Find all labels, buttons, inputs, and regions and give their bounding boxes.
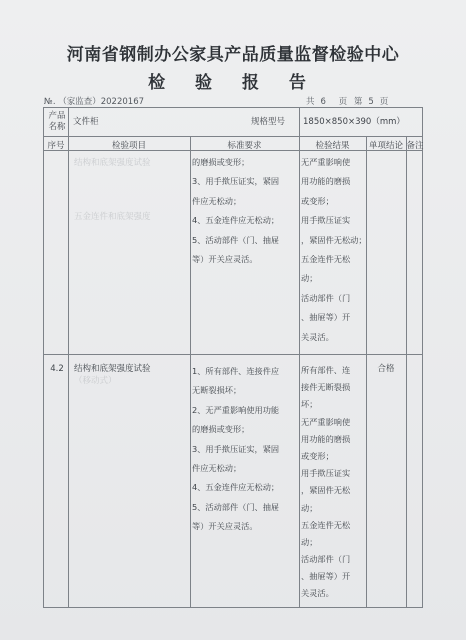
req-line: 等）开关应灵活。 [192, 253, 258, 264]
row-4-2-item: 结构和底架强度试验 [74, 364, 151, 374]
result-line: 关灵活。 [301, 588, 334, 599]
result-line: 无严重影响使 [301, 416, 351, 427]
result-line: 或变形； [301, 195, 334, 206]
col-result: 检验结果 [315, 141, 350, 151]
req-line: 的磨损或变形； [192, 424, 250, 435]
product-name-label: 产品名称 [48, 111, 66, 132]
req-line: 2、无严重影响使用功能 [192, 404, 280, 415]
req-line: 件应无松动； [192, 462, 242, 473]
result-line: 动； [301, 502, 318, 513]
req-line: 4、五金连件应无松动； [192, 215, 280, 226]
result-line: 、抽屉等）开 [301, 312, 351, 323]
result-line: 用功能的磨损 [301, 176, 351, 187]
col-seq: 序号 [47, 141, 65, 151]
result-line: ，紧固件无松动； [301, 234, 367, 245]
col-requirement: 标准要求 [227, 141, 262, 151]
row-4-2-result [301, 362, 350, 603]
model-value: 1850×850×390（mm） [303, 117, 405, 127]
result-line: 用功能的磨损 [301, 433, 351, 444]
prev-requirement [192, 153, 279, 269]
col-note: 备注 [406, 141, 424, 151]
result-line: 五金连件无松 [301, 519, 351, 530]
page-total-label: 共 [306, 97, 315, 107]
req-line: 的磨损或变形； [192, 157, 250, 167]
result-line: 坏； [301, 399, 318, 410]
result-line: 无严重影响使 [301, 157, 351, 167]
result-line: 动； [301, 536, 318, 547]
result-line: 活动部件（门 [301, 554, 351, 565]
report-number: №. （家监查）20220167 [44, 97, 145, 107]
col-conclusion: 单项结论 [368, 141, 403, 151]
result-line: 动； [301, 273, 318, 284]
result-line: 活动部件（门 [301, 292, 351, 303]
result-line: 关灵活。 [301, 331, 334, 342]
faint-item-2: 五金连件和底架强度 [74, 212, 151, 222]
report-title: 检 验 报 告 [148, 73, 318, 93]
result-line: 或变形； [301, 450, 334, 461]
result-line: 所有部件、连 [301, 365, 351, 375]
page-suffix: 页 [379, 97, 389, 107]
req-line: 5、活动部件（门、抽屉 [192, 234, 280, 245]
faint-item-1: 结构和底架强度试验 [74, 158, 151, 168]
product-name-value: 文件柜 [73, 117, 99, 127]
result-line: ，紧固件无松 [301, 485, 351, 496]
result-line: 用手揿压证实 [301, 215, 351, 226]
req-line: 4、五金连件应无松动； [192, 482, 280, 493]
result-line: 接件无断裂损 [301, 382, 351, 393]
result-line: 、抽屉等）开 [301, 571, 351, 582]
req-line: 件应无松动； [192, 195, 242, 206]
result-line: 用手揿压证实 [301, 468, 351, 479]
row-4-2-conclusion: 合格 [377, 364, 395, 374]
req-line: 等）开关应灵活。 [192, 521, 258, 532]
req-line: 3、用手揿压证实，紧固 [192, 443, 280, 454]
prev-result [301, 153, 367, 347]
page-total: 6 [320, 97, 326, 107]
org-name: 河南省钢制办公家具产品质量监督检验中心 [66, 45, 400, 65]
model-label: 规格型号 [251, 117, 286, 127]
row-4-2-requirement [192, 362, 279, 537]
inspection-table [43, 107, 423, 608]
page-current: 5 [368, 97, 374, 107]
page-info [306, 95, 394, 107]
row-4-2-seq: 4.2 [50, 364, 64, 374]
row-4-2-item-sub: （移动式） [74, 376, 117, 386]
col-item: 检验项目 [111, 141, 146, 151]
req-line: 1、所有部件、连接件应 [192, 366, 280, 376]
page-current-label: 页 第 [338, 97, 363, 107]
result-line: 五金连件无松 [301, 253, 351, 264]
req-line: 无断裂损坏； [192, 385, 242, 396]
req-line: 5、活动部件（门、抽屉 [192, 501, 280, 512]
req-line: 3、用手揿压证实，紧固 [192, 176, 280, 187]
